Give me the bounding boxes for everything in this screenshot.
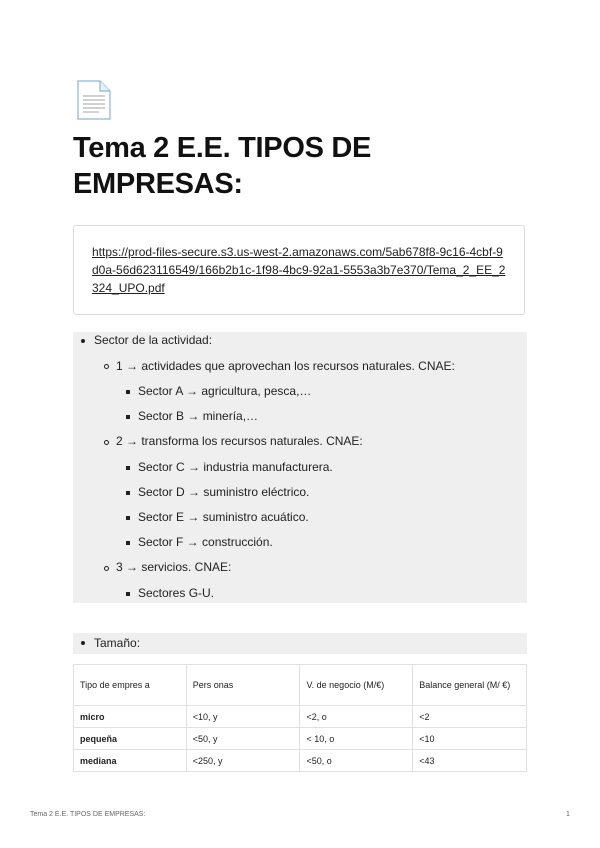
list-item: 3 → servicios. CNAE: — [116, 560, 232, 574]
page-title: Tema 2 E.E. TIPOS DE EMPRESAS: — [73, 132, 372, 200]
table-cell: < 10, o — [300, 728, 413, 750]
file-link[interactable]: https://prod-files-secure.s3.us-west-2.amazonaws.com/5ab678f8-9c16-4cbf-9d0a-56d623116549/166b2b1c-1f98-4bc9-92a1-5553a3b7e370/Tema_2_EE_2324_UPO.pdf — [92, 245, 506, 295]
document-icon — [76, 80, 112, 120]
list-item: Sector E → suministro acuático. — [138, 510, 309, 524]
list-item: 1 → actividades que aprovechan los recursos naturales. CNAE: — [116, 359, 455, 373]
column-header: Tipo de empres a — [74, 665, 187, 706]
company-size-table — [73, 664, 527, 772]
bullet-disc-icon — [81, 339, 85, 343]
list-item: Sector D → suministro eléctrico. — [138, 485, 310, 499]
bullet-disc-icon — [81, 641, 85, 645]
table-cell: mediana — [74, 750, 187, 772]
table-cell: <10 — [413, 728, 527, 750]
footer-page-number: 1 — [566, 811, 570, 818]
bullet-square-icon — [126, 491, 130, 495]
file-bookmark[interactable] — [73, 225, 525, 315]
list-item: Sector B → minería,… — [138, 409, 259, 423]
list-item-heading: Tamaño: — [94, 636, 141, 650]
table-cell: <10, y — [186, 706, 300, 728]
table-row — [74, 706, 527, 728]
list-item: Sector F → construcción. — [138, 535, 273, 549]
bullet-square-icon — [126, 592, 130, 596]
sector-list-block — [73, 332, 527, 603]
size-list-block — [73, 633, 527, 654]
table-row — [74, 728, 527, 750]
table-cell: <50, o — [300, 750, 413, 772]
table-cell: <43 — [413, 750, 527, 772]
bullet-square-icon — [126, 516, 130, 520]
bullet-circle-icon — [104, 364, 109, 369]
list-item: Sector A → agricultura, pesca,… — [138, 384, 312, 398]
table-cell: <50, y — [186, 728, 300, 750]
table-cell: <2 — [413, 706, 527, 728]
table-cell: <2, o — [300, 706, 413, 728]
table-cell: micro — [74, 706, 187, 728]
list-item: 2 → transforma los recursos naturales. CNAE: — [116, 434, 363, 448]
table-cell: <250, y — [186, 750, 300, 772]
column-header: V. de negocio (M/€) — [300, 665, 413, 706]
column-header: Balance general (M/ €) — [413, 665, 527, 706]
list-item: Sector C → industria manufacturera. — [138, 460, 333, 474]
bullet-circle-icon — [104, 440, 109, 445]
list-item: Sectores G-U. — [138, 586, 215, 600]
bullet-square-icon — [126, 415, 130, 419]
bullet-square-icon — [126, 541, 130, 545]
table-header-row — [74, 665, 527, 706]
table-row — [74, 750, 527, 772]
footer-title: Tema 2 E.E. TIPOS DE EMPRESAS: — [30, 811, 146, 818]
table-cell: pequeña — [74, 728, 187, 750]
bullet-square-icon — [126, 466, 130, 470]
bullet-circle-icon — [104, 566, 109, 571]
bullet-square-icon — [126, 390, 130, 394]
list-item-heading: Sector de la actividad: — [94, 333, 213, 347]
column-header: Pers onas — [186, 665, 300, 706]
